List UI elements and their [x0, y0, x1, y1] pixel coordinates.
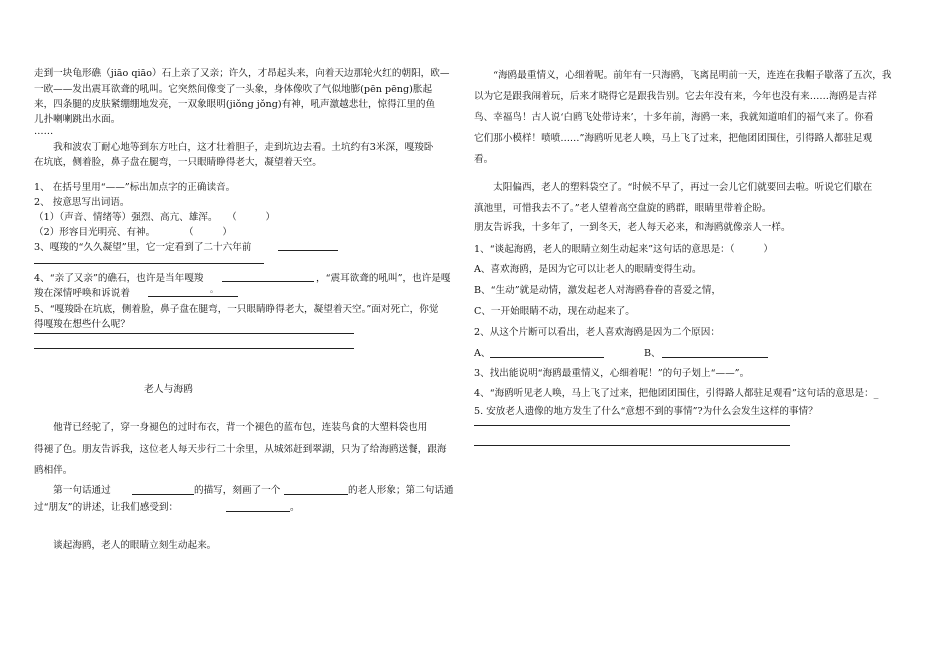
answer-line[interactable]: [34, 333, 354, 334]
option-a[interactable]: A、喜欢海鸥，是因为它可以让老人的眼睛变得生动。: [474, 264, 702, 275]
answer-line[interactable]: [474, 425, 790, 426]
question-second: 过“朋友”的讲述，让我们感受到：: [34, 502, 179, 513]
question-1: 1、“谈起海鸥，老人的眼睛立刻生动起来”这句话的意思是：（ ）: [474, 244, 773, 255]
answer-blank[interactable]: [490, 357, 604, 358]
passage-line: 他背已经驼了，穿一身褪色的过时布衣，背一个褪色的蓝布包，连装鸟食的大塑料袋也用: [34, 422, 428, 433]
answer-line[interactable]: [34, 263, 264, 264]
answer-blank[interactable]: [226, 511, 290, 512]
passage-line: 它们那小模样！喷喷……”海鸥听见老人唤，马上飞了过来，把他团团围住，引得路人都驻足观: [474, 133, 873, 144]
passage-line: 一欧——发出震耳欲聋的吼叫。它突然间像变了一头象，身体像吹了气似地膨(pēn pēng)胀起: [34, 84, 433, 95]
question-first-b: 的描写，刻画了一个: [194, 485, 281, 496]
question-3: 3、找出能说明“海鸥最重情义，心细着呢！”的句子划上“——”。: [474, 368, 750, 379]
passage-line: 鸟、幸福鸟！古人说‘白鸥飞处带诗来’，十多年前，海鸥一来，我就知道咱们的福气来了。你看: [474, 112, 874, 123]
answer-blank[interactable]: [222, 281, 314, 282]
option-c[interactable]: C、一开始眼睛不动，现在动起来了。: [474, 306, 635, 317]
answer-blank[interactable]: [284, 494, 348, 495]
question-2: 2、 按意思写出词语。: [34, 197, 130, 208]
passage-line: 儿扑喇喇跳出水面。: [34, 114, 121, 125]
answer-line[interactable]: [34, 348, 354, 349]
passage-line: 以为它是跟我闹着玩，后来才晓得它是跟我告别。它去年没有来，今年也没有来……海鸥是吉祥: [474, 91, 877, 102]
passage-line: 得褪了色。朋友告诉我，这位老人每天步行二十余里，从城郊赶到翠湖，只为了给海鸥送餐，跟海: [34, 444, 447, 455]
question-2-1: （1）（声音、情绪等）强烈、高亢、雄浑。 （ ）: [34, 212, 276, 223]
passage-line: 在坑底，侧着脸，鼻子盘在腿弯，一只眼睛睁得老大，凝望着天空。: [34, 157, 322, 168]
question-2: 2、从这个片断可以看出，老人喜欢海鸥是因为二个原因：: [474, 327, 720, 338]
question-3: 3、嘎羧的“久久凝望”里，它一定看到了二十六年前: [34, 242, 252, 253]
question-4: 4、“海鸥听见老人唤，马上飞了过来，把他团团围住，引得路人都驻足观看”这句话的意思是：_: [474, 388, 879, 399]
passage-line: 来，四条腿的皮肤紧绷绷地发亮，一双象眼明(jiǒng jǒng)有神，吼声激越悲壮，惊得江里的鱼: [34, 99, 436, 110]
ellipsis: ……: [34, 126, 54, 137]
passage-line: 滇池里，可惜我去不了。”老人望着高空盘旋的鸥群，眼睛里带着企盼。: [474, 203, 772, 214]
period: 。: [210, 285, 218, 294]
period: 。: [290, 502, 300, 513]
passage-line: 谈起海鸥，老人的眼睛立刻生动起来。: [34, 540, 217, 551]
question-5-line2: 得嘎羧在想些什么呢？: [34, 319, 130, 330]
answer-blank[interactable]: [148, 296, 238, 297]
question-first-c: 的老人形象；第二句话通: [348, 485, 454, 496]
question-1: 1、 在括号里用“——”标出加点字的正确读音。: [34, 182, 236, 193]
answer-blank[interactable]: [132, 494, 194, 495]
passage-line: “海鸥最重情义，心细着呢。前年有一只海鸥，飞离昆明前一天，连连在我帽子歇落了五次，我: [474, 70, 892, 81]
question-first: 第一句话通过: [34, 485, 111, 496]
question-5: 5. 安放老人遗像的地方发生了什么“意想不到的事情”?为什么会发生这样的事情？: [474, 406, 818, 417]
passage-line: 鸥相伴。: [34, 465, 73, 476]
question-2-a: A、: [474, 348, 491, 359]
passage-line: 我和波农丁耐心地等到东方吐白，这才壮着胆子，走到坑边去看。土坑约有3米深，嘎羧卧: [34, 142, 434, 153]
question-4: 4、“亲了又亲”的礁石，也许是当年嘎羧: [34, 273, 204, 284]
passage-line: 走到一块龟形礁（jiāo qiāo）石上亲了又亲；许久，才昂起头来，向着天边那轮火红的朝阳，欧—: [34, 68, 450, 79]
passage-line: 太阳偏西，老人的塑料袋空了。“时候不早了，再过一会儿它们就要回去啦。听说它们歇在: [474, 182, 873, 193]
question-5: 5、“嘎羧卧在坑底，侧着脸，鼻子盘在腿弯，一只眼睛睁得老大，凝望着天空。”面对死亡，你觉: [34, 304, 439, 315]
option-b[interactable]: B、“生动”就是动情，激发起老人对海鸥眷眷的喜爱之情，: [474, 285, 722, 296]
answer-line[interactable]: [474, 445, 790, 446]
section-title: 老人与海鸥: [144, 384, 193, 395]
passage-line: 朋友告诉我，十多年了，一到冬天，老人每天必来，和海鸥就像亲人一样。: [474, 222, 791, 233]
answer-blank[interactable]: [278, 250, 338, 251]
question-2-b: B、: [644, 348, 661, 359]
answer-blank[interactable]: [662, 357, 768, 358]
passage-line: 看。: [474, 154, 494, 165]
question-2-2: （2）形容目光明亮、有神。 （ ）: [34, 227, 232, 238]
question-4-line2: 羧在深情呼唤和诉说着: [34, 288, 130, 299]
question-4-cont: ，“震耳欲聋的吼叫”，也许是嘎: [316, 273, 451, 284]
